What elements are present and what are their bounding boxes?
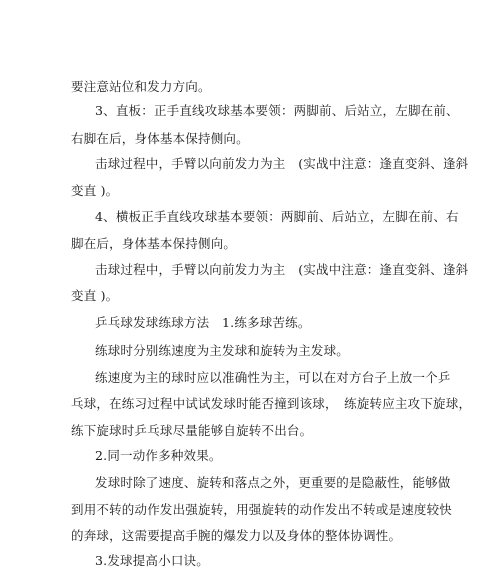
text-line: 3、直板：正手直线攻球基本要领：两脚前、后站立，左脚在前、 [95,103,459,118]
text-line: 练球时分别练速度为主发球和旋转为主发球。 [95,343,350,358]
text-line: 右脚在后，身体基本保持侧向。 [71,131,249,146]
text-line: 的奔球，这需要提高手腕的爆发力以及身体的整体协调性。 [71,528,402,543]
text-line: 乒乓球发球练球方法 1.练多球苦练。 [95,315,311,330]
text-line: 变直 )。 [71,288,119,303]
text-line: 乓球，在练习过程中试试发球时能否撞到该球， 练旋转应主攻下旋球， [71,396,472,411]
text-line: 练速度为主的球时应以准确性为主，可以在对方台子上放一个乒 [95,370,451,385]
text-line: 练下旋球时乒乓球尽量能够自旋转不出台。 [71,423,313,438]
text-line: 到用不转的动作发出强旋转，用强旋转的动作发出不转或是速度较快 [71,502,453,517]
text-line: 3.发球提高小口诀。 [95,553,209,568]
text-line: 变直 )。 [71,183,119,198]
text-line: 4、横板正手直线攻球基本要领：两脚前、后站立，左脚在前、右 [95,209,459,224]
text-line: 发球时除了速度、旋转和落点之外，更重要的是隐蔽性，能够做 [95,475,451,490]
text-line: 要注意站位和发力方向。 [71,79,211,94]
text-line: 击球过程中，手臂以向前发力为主 (实战中注意：逢直变斜、逢斜 [95,156,469,171]
text-line: 脚在后，身体基本保持侧向。 [71,236,237,251]
text-line: 击球过程中，手臂以向前发力为主 (实战中注意：逢直变斜、逢斜 [95,262,469,277]
text-line: 2.同一动作多种效果。 [95,448,222,463]
